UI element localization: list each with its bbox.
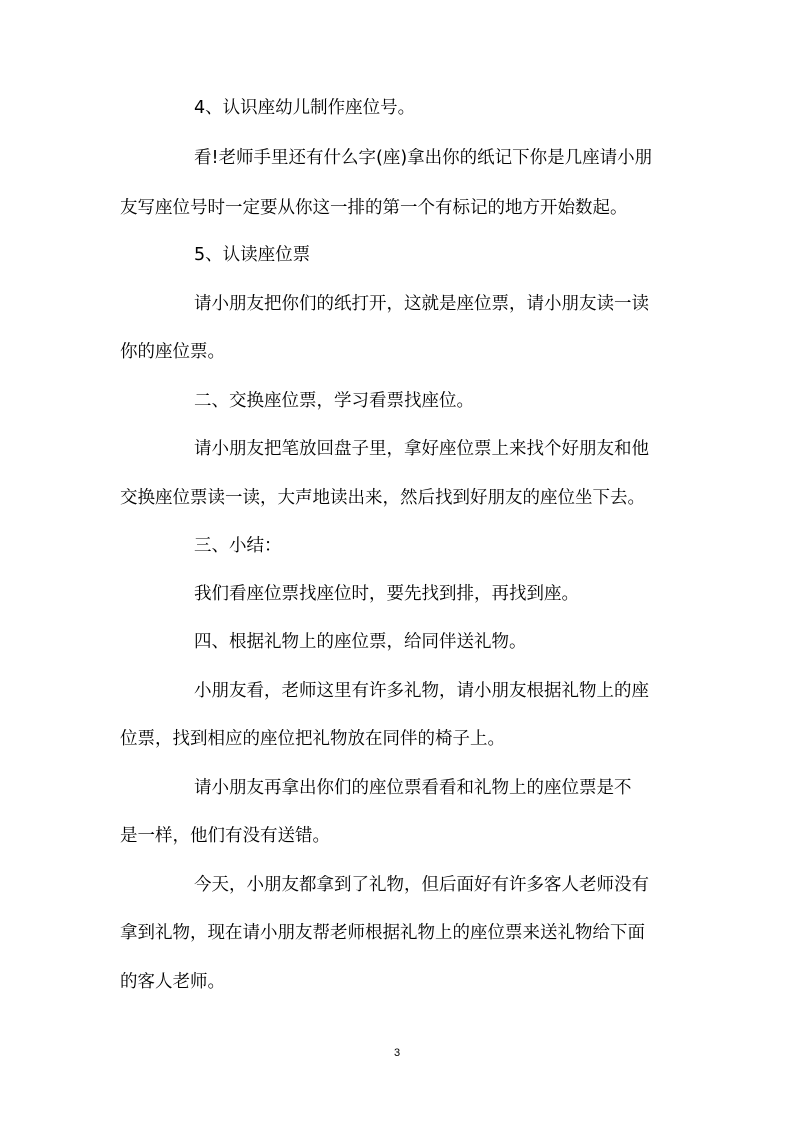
paragraph-line: 拿到礼物，现在请小朋友帮老师根据礼物上的座位票来送礼物给下面: [120, 923, 645, 943]
paragraph-line: 的客人老师。: [120, 972, 225, 992]
paragraph-line: 你的座位票。: [120, 342, 225, 362]
paragraph-line: 交换座位票读一读，大声地读出来，然后找到好朋友的座位坐下去。: [120, 488, 645, 508]
paragraph-line: 今天，小朋友都拿到了礼物，但后面好有许多客人老师没有: [194, 875, 649, 895]
section-heading-four: 四、根据礼物上的座位票，给同伴送礼物。: [194, 632, 527, 652]
section-heading-three: 三、小结：: [194, 536, 282, 556]
paragraph-line: 请小朋友把你们的纸打开，这就是座位票，请小朋友读一读: [194, 294, 649, 314]
paragraph-line: 请小朋友再拿出你们的座位票看看和礼物上的座位票是不: [194, 778, 632, 798]
paragraph-line: 我们看座位票找座位时，要先找到排，再找到座。: [194, 584, 579, 604]
paragraph-line: 看!老师手里还有什么字(座)拿出你的纸记下你是几座请小朋: [194, 148, 653, 168]
paragraph-line: 小朋友看，老师这里有许多礼物，请小朋友根据礼物上的座: [194, 681, 649, 701]
paragraph-line: 是一样，他们有没有送错。: [120, 826, 330, 846]
paragraph-line: 友写座位号时一定要从你这一排的第一个有标记的地方开始数起。: [120, 198, 628, 218]
heading-step-5: 5、认读座位票: [194, 245, 311, 265]
page-number: 3: [393, 1047, 401, 1059]
paragraph-line: 位票，找到相应的座位把礼物放在同伴的椅子上。: [120, 729, 505, 749]
section-heading-two: 二、交换座位票，学习看票找座位。: [194, 391, 474, 411]
paragraph-line: 请小朋友把笔放回盘子里，拿好座位票上来找个好朋友和他: [194, 439, 649, 459]
heading-step-4: 4、认识座幼儿制作座位号。: [194, 98, 416, 118]
